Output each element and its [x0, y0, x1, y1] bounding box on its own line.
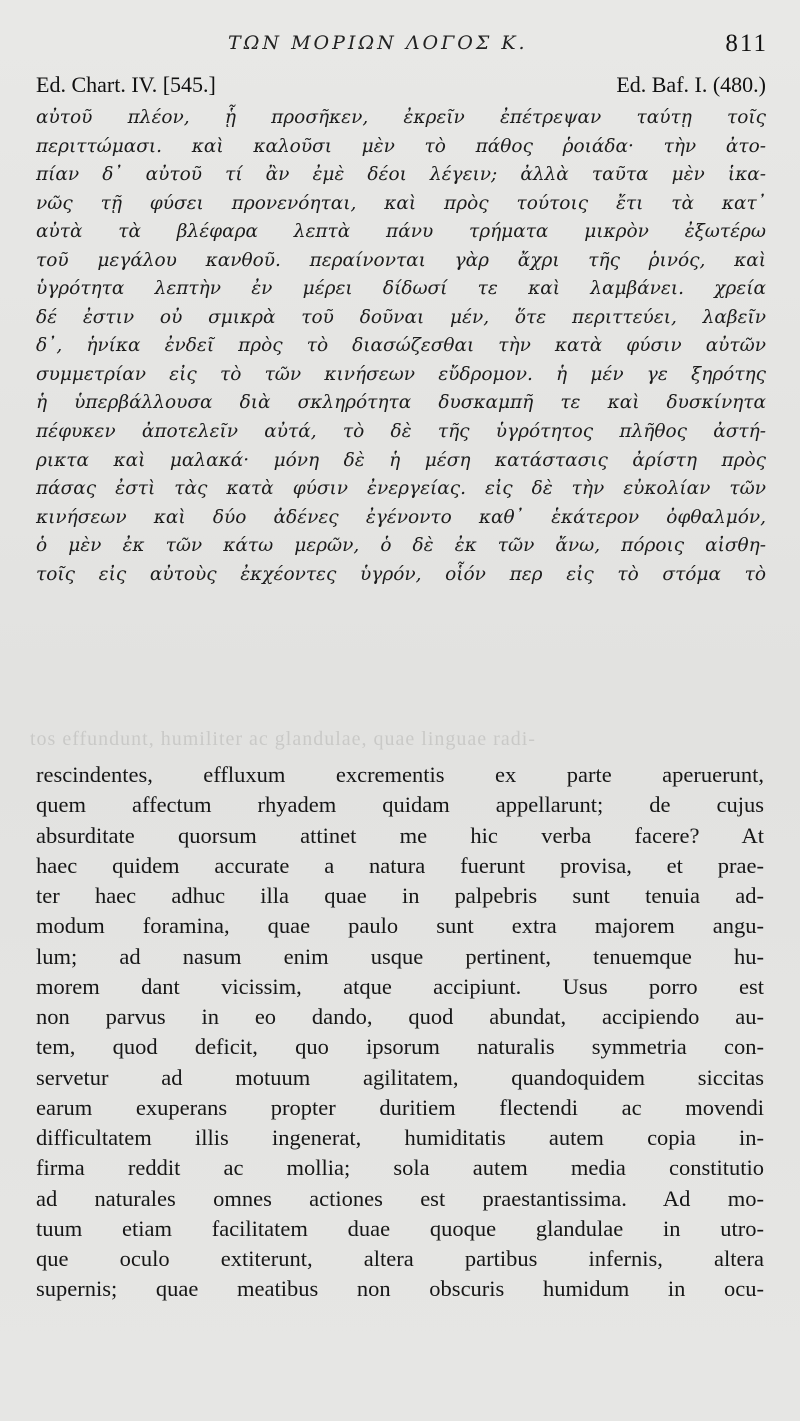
latin-line: servetur ad motuum agilitatem, quandoquidem siccitas: [36, 1064, 764, 1090]
latin-line: ter haec adhuc illa quae in palpebris sunt tenuia ad-: [36, 883, 764, 908]
latin-line: rescindentes, effluxum excrementis ex parte aperuerunt,: [36, 762, 764, 787]
greek-line: αὐτοῦ πλέον, ᾗ προσῆκεν, ἐκρεῖν ἐπέτρεψαν ταύτῃ τοῖς: [36, 107, 766, 128]
greek-line: ρικτα καὶ μαλακά· μόνη δὲ ἡ μέση κατάστασις ἀρίστη πρὸς: [36, 449, 766, 471]
greek-line: δέ ἐστιν οὐ σμικρὰ τοῦ δοῦναι μέν, ὅτε περιττεύει, λαβεῖν: [36, 306, 766, 328]
latin-line: earum exuperans propter duritiem flectendi ac movendi: [36, 1094, 764, 1120]
edition-reference-line: [36, 72, 766, 102]
greek-line: πάσας ἐστὶ τὰς κατὰ φύσιν ἐνεργείας. εἰς δὲ τὴν εὐκολίαν τῶν: [36, 478, 766, 500]
greek-line: τοῖς εἰς αὐτοὺς ἐκχέοντες ὑγρόν, οἷόν περ εἰς τὸ στόμα τὸ: [36, 563, 766, 585]
greek-text-block: [36, 104, 766, 589]
latin-line: ad naturales omnes actiones est praestantissima. Ad mo-: [36, 1185, 764, 1211]
latin-line: non parvus in eo dando, quod abundat, accipiendo au-: [36, 1004, 764, 1029]
bleed-through-text: tos effundunt, humiliter ac glandulae, quae linguae radi-: [30, 728, 536, 750]
latin-line: tem, quod deficit, quo ipsorum naturalis symmetria con-: [36, 1034, 764, 1060]
latin-line: absurditate quorsum attinet me hic verba facere? At: [36, 822, 764, 848]
greek-line: πέφυκεν ἀποτελεῖν αὐτά, τὸ δὲ τῆς ὑγρότητος πλῆθος ἀστή-: [36, 421, 766, 443]
edition-basel-reference: Ed. Baf. I. (480.): [616, 72, 766, 97]
greek-line: συμμετρίαν εἰς τὸ τῶν κινήσεων εὔδρομον. ἡ μέν γε ξηρότης: [36, 363, 766, 385]
greek-line: περιττώμασι. καὶ καλοῦσι μὲν τὸ πάθος ῥοιάδα· τὴν ἀτο-: [36, 135, 766, 157]
greek-line: δ᾽, ἡνίκα ἐνδεῖ πρὸς τὸ διασώζεσθαι τὴν κατὰ φύσιν αὐτῶν: [36, 335, 766, 357]
running-title: ΤΩΝ ΜΟΡΙΩΝ ΛΟΓΟΣ Κ.: [228, 32, 528, 54]
latin-line: supernis; quae meatibus non obscuris humidum in ocu-: [36, 1276, 764, 1302]
greek-line: κινήσεων καὶ δύο ἀδένες ἐγένοντο καθ᾽ ἑκάτερον ὀφθαλμόν,: [36, 506, 766, 528]
latin-line: tuum etiam facilitatem duae quoque glandulae in utro-: [36, 1215, 764, 1241]
latin-line: quem affectum rhyadem quidam appellarunt; de cujus: [36, 792, 764, 818]
greek-line: ἡ ὑπερβάλλουσα διὰ σκληρότητα δυσκαμπῆ τε καὶ δυσκίνητα: [36, 392, 766, 414]
greek-line: πίαν δ᾽ αὐτοῦ τί ἂν ἐμὲ δέοι λέγειν; ἀλλὰ ταῦτα μὲν ἱκα-: [36, 164, 766, 186]
latin-line: modum foramina, quae paulo sunt extra majorem angu-: [36, 913, 764, 939]
greek-line: νῶς τῇ φύσει προνενόηται, καὶ πρὸς τούτοις ἔτι τὰ κατ᾽: [36, 192, 766, 214]
edition-chartier-reference: Ed. Chart. IV. [545.]: [36, 72, 216, 97]
latin-line: difficultatem illis ingenerat, humiditatis autem copia in-: [36, 1125, 764, 1150]
greek-line: ὑγρότητα λεπτὴν ἐν μέρει δίδωσί τε καὶ λαμβάνει. χρεία: [36, 278, 766, 300]
latin-line: haec quidem accurate a natura fuerunt provisa, et prae-: [36, 852, 764, 878]
latin-text-block: [36, 760, 764, 1305]
greek-line: ὁ μὲν ἐκ τῶν κάτω μερῶν, ὁ δὲ ἐκ τῶν ἄνω, πόροις αἰσθη-: [36, 535, 766, 557]
page-number: 811: [725, 30, 768, 57]
greek-line: αὐτὰ τὰ βλέφαρα λεπτὰ πάνυ τρήματα μικρὸν ἐξωτέρω: [36, 221, 766, 243]
latin-line: lum; ad nasum enim usque pertinent, tenuemque hu-: [36, 943, 764, 969]
greek-line: τοῦ μεγάλου κανθοῦ. περαίνονται γὰρ ἄχρι τῆς ῥινός, καὶ: [36, 249, 766, 271]
running-head: [0, 28, 800, 68]
latin-line: morem dant vicissim, atque accipiunt. Usus porro est: [36, 973, 764, 999]
latin-line: firma reddit ac mollia; sola autem media constitutio: [36, 1155, 764, 1181]
latin-line: que oculo extiterunt, altera partibus infernis, altera: [36, 1246, 764, 1271]
